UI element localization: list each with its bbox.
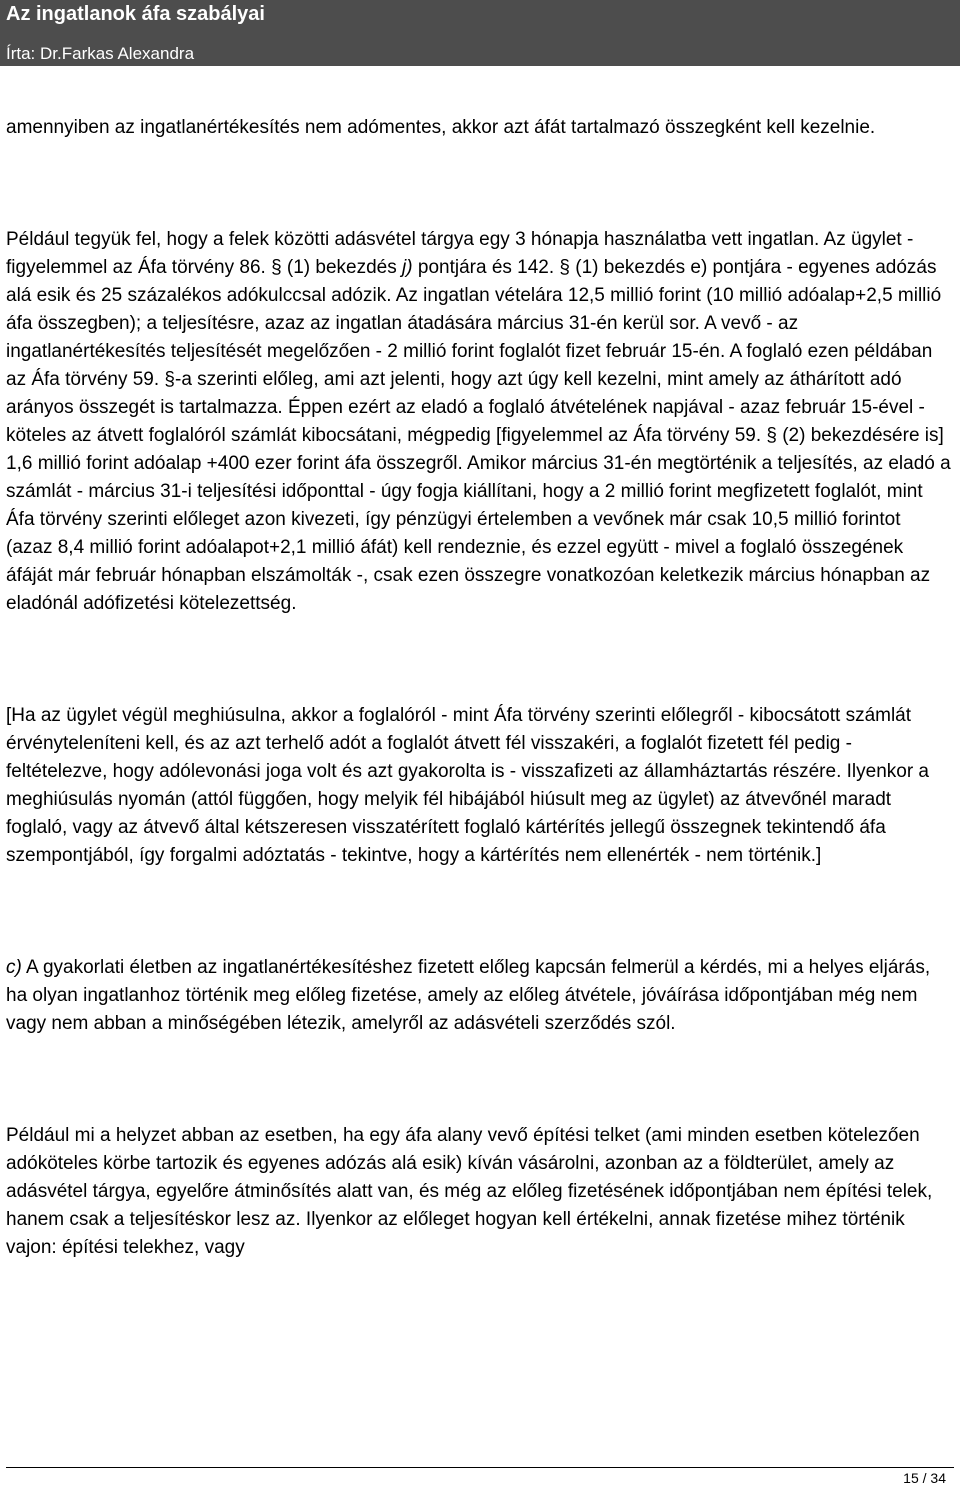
document-body — [6, 114, 951, 1262]
paragraph-4-text-after: A gyakorlati életben az ingatlanértékesítéshez fizetett előleg kapcsán felmerül a kérdés, mi a helyes eljárás, ha olyan ingatlanhoz történik meg előleg fizetése, amely az előleg átvétele, jóváírása időpontjában még nem vagy nem abban a minőségében létezik, amelyről az adásvételi szerződés szól. — [6, 957, 931, 1034]
document-author: Írta: Dr.Farkas Alexandra — [6, 44, 195, 63]
paragraph-5: Például mi a helyzet abban az esetben, ha egy áfa alany vevő építési telket (ami minden esetben kötelezően adóköteles körbe tartozik és egyenes adózás alá esik) kíván vásárolni, azonban az a földterület, amely az adásvétel tárgya, egyelőre átminősítés alatt van, és még az előleg fizetésének időpontjában nem építési telek, hanem csak a teljesítéskor lesz az. Ilyenkor az előleget hogyan kell értékelni, annak fizetése mihez történik vajon: építési telekhez, vagy — [6, 1125, 933, 1258]
paragraph-4 — [6, 954, 951, 1038]
paragraph-2-text-before: Például tegyük fel, hogy a felek közötti adásvétel tárgya egy 3 hónapja használatba vett ingatlan. Az ügylet - figyelemmel az Áfa törvény 86. § (1) bekezdés — [6, 229, 914, 278]
page-header — [0, 0, 960, 66]
document-title: Az ingatlanok áfa szabályai — [6, 3, 265, 25]
paragraph-2-emphasis: j) — [402, 257, 413, 278]
page-number: 15 / 34 — [903, 1470, 946, 1486]
paragraph-1: amennyiben az ingatlanértékesítés nem adómentes, akkor azt áfát tartalmazó összegként kell kezelnie. — [6, 117, 876, 138]
paragraph-3: [Ha az ügylet végül meghiúsulna, akkor a foglalóról - mint Áfa törvény szerinti előlegről - kibocsátott számlát érvényteleníteni kell, és az azt terhelő adót a foglalót átvett fél visszakéri, a foglalót fizetett fél pedig - feltételezve, hogy adólevonási joga volt és azt gyakorolta is - visszafizeti az államháztartás részére. Ilyenkor a meghiúsulás nyomán (attól függően, hogy melyik fél hibájából hiúsult meg az ügylet) az átvevőnél maradt foglaló, vagy az átvevő által kétszeresen visszatérített foglaló kártérítés jellegű összegnek tekintendő áfa szempontjából, így forgalmi adóztatás - tekintve, hogy a kártérítés nem ellenérték - nem történik.] — [6, 705, 930, 866]
paragraph-4-emphasis: c) — [6, 957, 22, 978]
footer-divider — [6, 1467, 954, 1468]
paragraph-2-text-after: pontjára és 142. § (1) bekezdés e) pontjára - egyenes adózás alá esik és 25 százalékos adókulccsal adózik. Az ingatlan vételára 12,5 millió forint (10 millió adóalap+2,5 millió áfa összegben); a teljesítésre, azaz az ingatlan átadására március 31-én kerül sor. A vevő - az ingatlanértékesítés teljesítését megelőzően - 2 millió forint foglalót fizet február 15-én. A foglaló ezen példában az Áfa törvény 59. §-a szerinti előleg, ami azt jelenti, hogy azt úgy kell kezelni, mint amely az áthárított adó arányos összegét is tartalmazza. Éppen ezért az eladó a foglaló átvételének napjával - azaz február 15-ével - köteles az átvett foglalóról számlát kibocsátani, mégpedig [figyelemmel az Áfa törvény 59. § (2) bekezdésére is] 1,6 millió forint adóalap +400 ezer forint áfa összegről. Amikor március 31-én megtörténik a teljesítés, az eladó a számlát - március 31-i teljesítési időponttal - úgy fogja kiállítani, hogy a 2 millió forint megfizetett foglalót, mint Áfa törvény szerinti előleget azon kivezeti, így pénzügyi értelemben a vevőnek már csak 10,5 millió forintot (azaz 8,4 millió forint adóalapot+2,1 millió áfát) kell rendeznie, és ezzel együtt - mivel a foglaló összegének áfáját már február hónapban elszámolták -, csak ezen összegre vonatkozóan keletkezik március hónapban az eladónál adófizetési kötelezettség. — [6, 257, 951, 614]
paragraph-2 — [6, 226, 951, 618]
